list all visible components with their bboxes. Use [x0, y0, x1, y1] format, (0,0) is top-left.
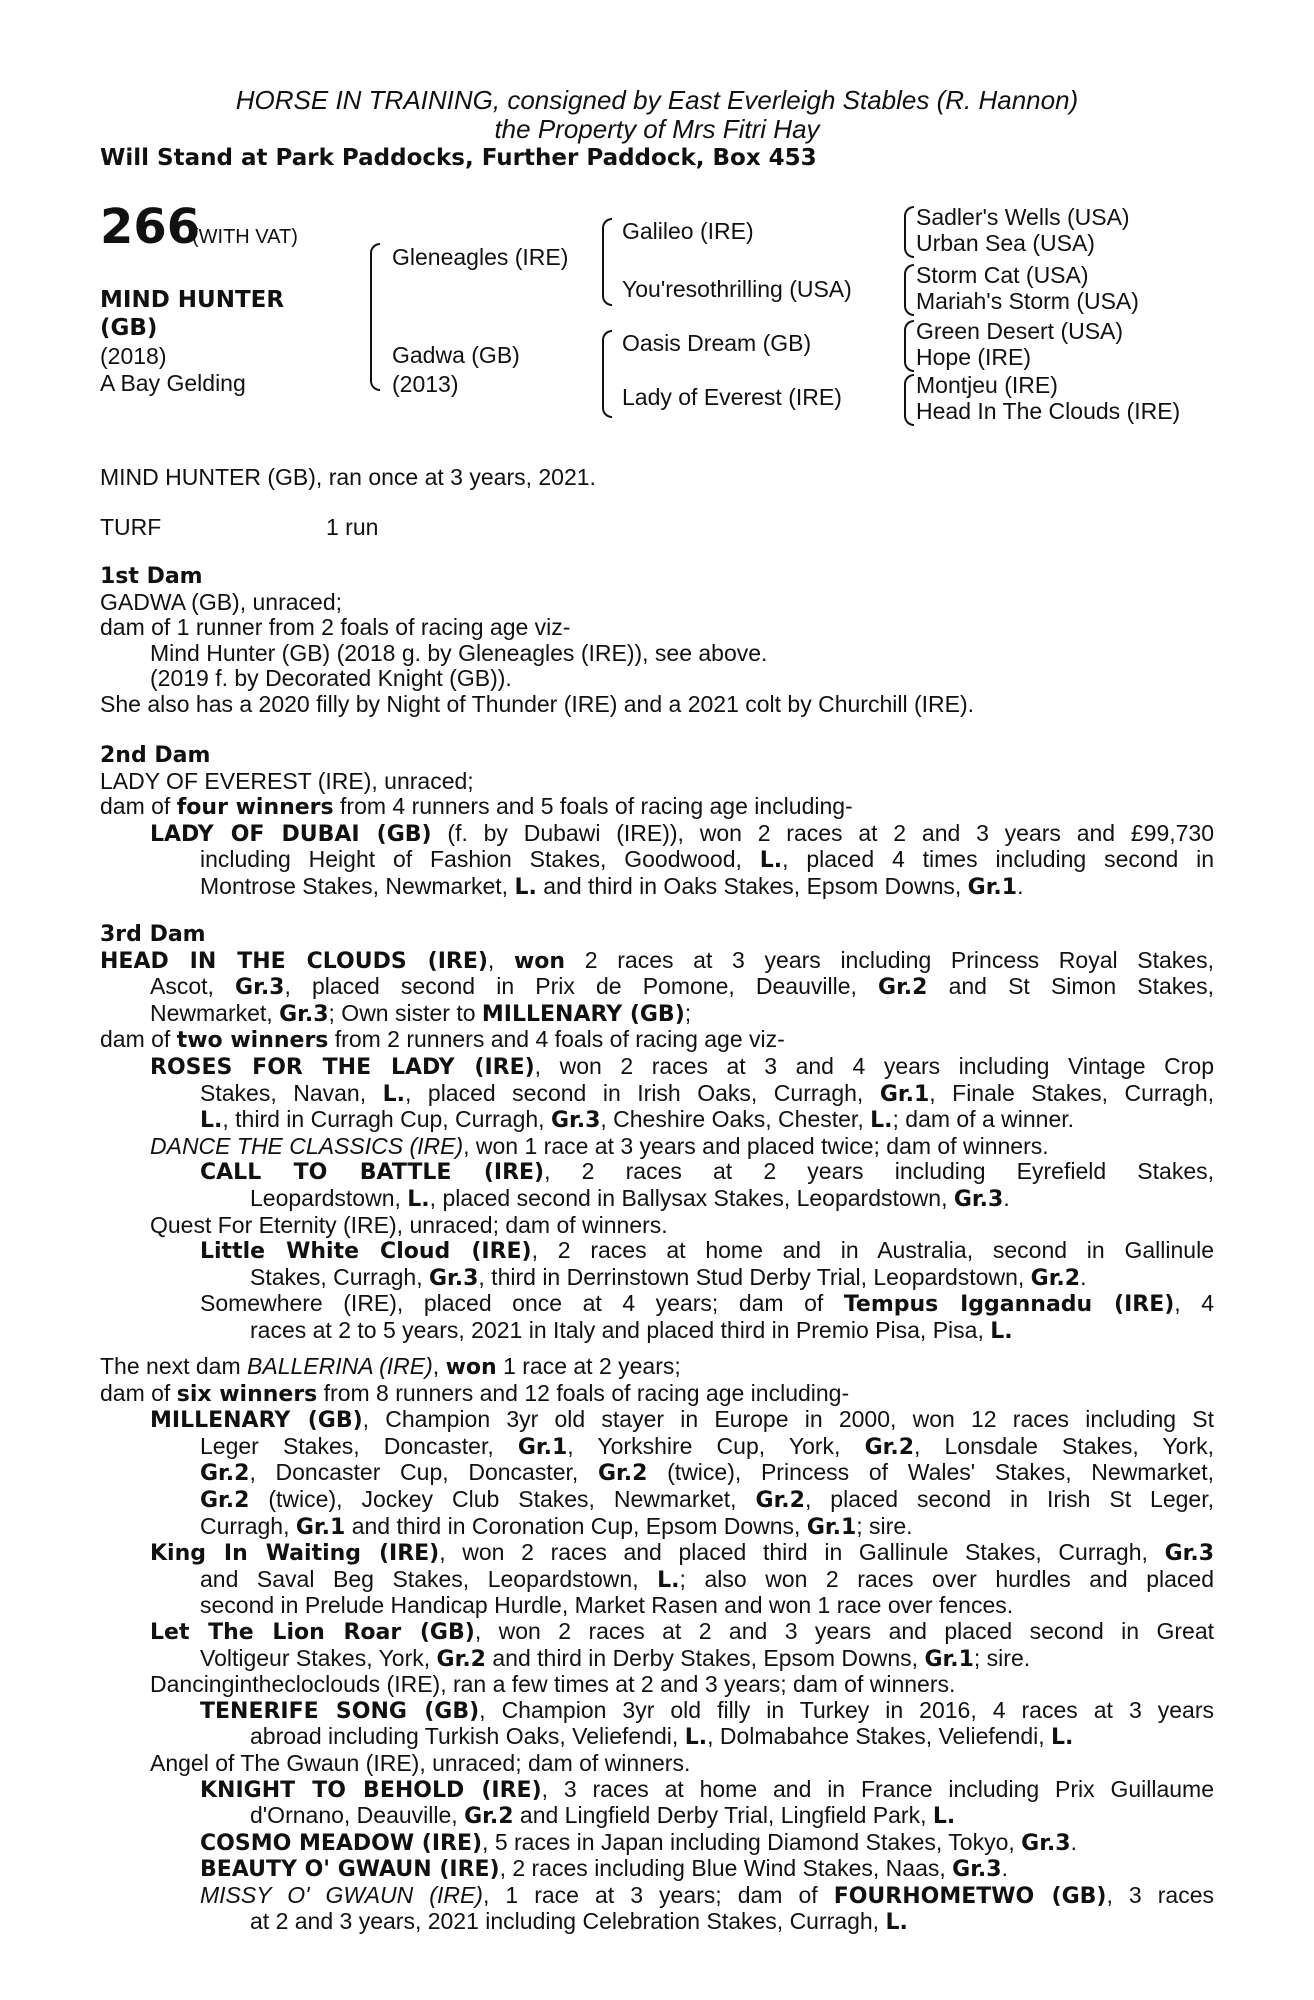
next-dam-section — [100, 1354, 1214, 1936]
ped-sdd: Mariah's Storm (USA) — [916, 288, 1139, 314]
third-dam-title: 3rd Dam — [100, 922, 206, 947]
second-dam-line: dam of four winners from 4 runners and 5 foals of racing age including- — [100, 793, 853, 821]
ped-ds: Oasis Dream (GB) — [622, 330, 812, 356]
ped-dsd: Hope (IRE) — [916, 344, 1032, 370]
ped-dss: Green Desert (USA) — [916, 318, 1124, 344]
ped-sds: Storm Cat (USA) — [916, 262, 1089, 288]
third-dam-line: Stakes, Curragh, Gr.3, third in Derrinstown Stud Derby Trial, Leopardstown, Gr.2. — [250, 1263, 1087, 1291]
header-stand: Will Stand at Park Paddocks, Further Paddock, Box 453 — [100, 145, 817, 171]
next-dam-line: Dancinginthecloclouds (IRE), ran a few times at 2 and 3 years; dam of winners. — [150, 1671, 956, 1698]
dam-brace — [602, 330, 612, 418]
third-dam-line: CALL TO BATTLE (IRE), 2 races at 2 years including Eyrefield Stakes, — [200, 1158, 1214, 1186]
first-dam-line: dam of 1 runner from 2 foals of racing age viz- — [100, 614, 571, 641]
ped-dam-year: (2013) — [392, 371, 459, 397]
next-dam-line: Angel of The Gwaun (IRE), unraced; dam of winners. — [150, 1749, 691, 1776]
ss-brace — [904, 206, 914, 258]
second-dam-title: 2nd Dam — [100, 743, 211, 768]
next-dam-line: second in Prelude Handicap Hurdle, Market Rasen and won 1 race over fences. — [200, 1592, 1014, 1619]
next-dam-line: Leger Stakes, Doncaster, Gr.1, Yorkshire Cup, York, Gr.2, Lonsdale Stakes, York, — [200, 1432, 1214, 1460]
next-dam-line: d'Ornano, Deauville, Gr.2 and Lingfield Derby Trial, Lingfield Park, L. — [250, 1802, 956, 1830]
next-dam-line: MISSY O' GWAUN (IRE), 1 race at 3 years; dam of FOURHOMETWO (GB), 3 races — [200, 1881, 1214, 1909]
dd-brace — [904, 374, 914, 426]
lot-vat: (WITH VAT) — [192, 226, 298, 248]
ped-dam: Gadwa (GB) — [392, 342, 520, 368]
ped-dds: Montjeu (IRE) — [916, 372, 1058, 398]
first-dam-line: She also has a 2020 filly by Night of Thunder (IRE) and a 2021 colt by Churchill (IRE). — [100, 690, 975, 717]
turf-runs: 1 run — [326, 514, 379, 540]
third-dam-line: races at 2 to 5 years, 2021 in Italy and placed third in Premio Pisa, Pisa, L. — [250, 1316, 1013, 1344]
third-dam-line: Ascot, Gr.3, placed second in Prix de Pomone, Deauville, Gr.2 and St Simon Stakes, — [150, 973, 1214, 1001]
third-dam-line: DANCE THE CLASSICS (IRE), won 1 race at 3 years and placed twice; dam of winners. — [150, 1132, 1049, 1159]
third-dam-line: Quest For Eternity (IRE), unraced; dam of winners. — [150, 1211, 668, 1238]
third-dam-line: Stakes, Navan, L., placed second in Irish Oaks, Curragh, Gr.1, Finale Stakes, Curragh, — [200, 1079, 1214, 1107]
second-dam-line: LADY OF EVEREST (IRE), unraced; — [100, 767, 474, 794]
second-dam-section — [100, 743, 1214, 901]
ped-sd: You'resothrilling (USA) — [622, 276, 852, 302]
horse-desc: A Bay Gelding — [100, 370, 246, 396]
runs-summary: MIND HUNTER (GB), ran once at 3 years, 2021. — [100, 464, 596, 490]
first-dam-line: (2019 f. by Decorated Knight (GB)). — [150, 665, 512, 692]
ped-dd: Lady of Everest (IRE) — [622, 384, 842, 410]
next-dam-line: Let The Lion Roar (GB), won 2 races at 2 and 3 years and placed second in Great — [150, 1617, 1214, 1645]
first-dam-title: 1st Dam — [100, 564, 203, 589]
next-dam-line: TENERIFE SONG (GB), Champion 3yr old filly in Turkey in 2016, 4 races at 3 years — [200, 1696, 1214, 1724]
sire-dam-brace — [370, 243, 380, 391]
first-dam-line: Mind Hunter (GB) (2018 g. by Gleneagles (IRE)), see above. — [150, 639, 768, 666]
next-dam-line: The next dam BALLERINA (IRE), won 1 race at 2 years; — [100, 1353, 681, 1380]
turf-row — [100, 515, 1214, 541]
header-line-1: HORSE IN TRAINING, consigned by East Everleigh Stables (R. Hannon) — [235, 85, 1079, 115]
horse-name-1: MIND HUNTER — [100, 287, 285, 313]
horse-year: (2018) — [100, 343, 167, 369]
header-line-2: the Property of Mrs Fitri Hay — [494, 114, 820, 144]
next-dam-line: abroad including Turkish Oaks, Veliefendi, L., Dolmabahce Stakes, Veliefendi, L. — [250, 1723, 1074, 1751]
next-dam-line: MILLENARY (GB), Champion 3yr old stayer in Europe in 2000, won 12 races including St — [150, 1406, 1214, 1434]
third-dam-line: dam of two winners from 2 runners and 4 foals of racing age viz- — [100, 1026, 785, 1054]
third-dam-section — [100, 922, 1214, 1345]
next-dam-line: COSMO MEADOW (IRE), 5 races in Japan including Diamond Stakes, Tokyo, Gr.3. — [200, 1828, 1077, 1856]
third-dam-line: Somewhere (IRE), placed once at 4 years; dam of Tempus Iggannadu (IRE), 4 — [200, 1290, 1215, 1318]
third-dam-line: Newmarket, Gr.3; Own sister to MILLENARY (GB); — [150, 999, 692, 1027]
second-dam-line: LADY OF DUBAI (GB) (f. by Dubawi (IRE)), won 2 races at 2 and 3 years and £99,730 — [150, 819, 1214, 847]
next-dam-line: KNIGHT TO BEHOLD (IRE), 3 races at home and in France including Prix Guillaume — [200, 1775, 1214, 1803]
sd-brace — [904, 264, 914, 316]
first-dam-section — [100, 564, 1214, 718]
third-dam-line: HEAD IN THE CLOUDS (IRE), won 2 races at 3 years including Princess Royal Stakes, — [100, 946, 1214, 974]
turf-label: TURF — [100, 514, 162, 540]
sire-brace — [602, 218, 612, 306]
first-dam-line: GADWA (GB), unraced; — [100, 588, 342, 615]
horse-name — [100, 286, 284, 342]
next-dam-line: King In Waiting (IRE), won 2 races and placed third in Gallinule Stakes, Curragh, Gr.3 — [150, 1539, 1214, 1567]
third-dam-line: L., third in Curragh Cup, Curragh, Gr.3, Cheshire Oaks, Chester, L.; dam of a winner. — [200, 1106, 1075, 1134]
next-dam-line: and Saval Beg Stakes, Leopardstown, L.; also won 2 races over hurdles and placed — [200, 1565, 1215, 1593]
lot-number: 266 — [100, 199, 201, 255]
next-dam-line: Gr.2 (twice), Jockey Club Stakes, Newmarket, Gr.2, placed second in Irish St Leger, — [200, 1485, 1214, 1513]
ped-sss: Sadler's Wells (USA) — [916, 204, 1130, 230]
next-dam-line: Voltigeur Stakes, York, Gr.2 and third in Derby Stakes, Epsom Downs, Gr.1; sire. — [200, 1644, 1031, 1672]
next-dam-line: Curragh, Gr.1 and third in Coronation Cup, Epsom Downs, Gr.1; sire. — [200, 1512, 913, 1540]
ped-ss: Galileo (IRE) — [622, 218, 754, 244]
next-dam-line: dam of six winners from 8 runners and 12 foals of racing age including- — [100, 1379, 850, 1407]
ped-ddd: Head In The Clouds (IRE) — [916, 398, 1181, 424]
third-dam-line: ROSES FOR THE LADY (IRE), won 2 races at 3 and 4 years including Vintage Crop — [150, 1052, 1214, 1080]
horse-name-2: (GB) — [100, 315, 158, 341]
ped-ssd: Urban Sea (USA) — [916, 230, 1095, 256]
ds-brace — [904, 320, 914, 372]
next-dam-line: at 2 and 3 years, 2021 including Celebration Stakes, Curragh, L. — [250, 1908, 908, 1936]
third-dam-line: Little White Cloud (IRE), 2 races at home and in Australia, second in Gallinule — [200, 1237, 1214, 1265]
third-dam-line: Leopardstown, L., placed second in Ballysax Stakes, Leopardstown, Gr.3. — [250, 1184, 1010, 1212]
second-dam-line: including Height of Fashion Stakes, Goodwood, L., placed 4 times including second in — [200, 846, 1214, 874]
next-dam-line: Gr.2, Doncaster Cup, Doncaster, Gr.2 (twice), Princess of Wales' Stakes, Newmarket, — [200, 1459, 1214, 1487]
ped-sire: Gleneagles (IRE) — [392, 244, 569, 270]
second-dam-line: Montrose Stakes, Newmarket, L. and third in Oaks Stakes, Epsom Downs, Gr.1. — [200, 872, 1024, 900]
next-dam-line: BEAUTY O' GWAUN (IRE), 2 races including Blue Wind Stakes, Naas, Gr.3. — [200, 1855, 1008, 1883]
